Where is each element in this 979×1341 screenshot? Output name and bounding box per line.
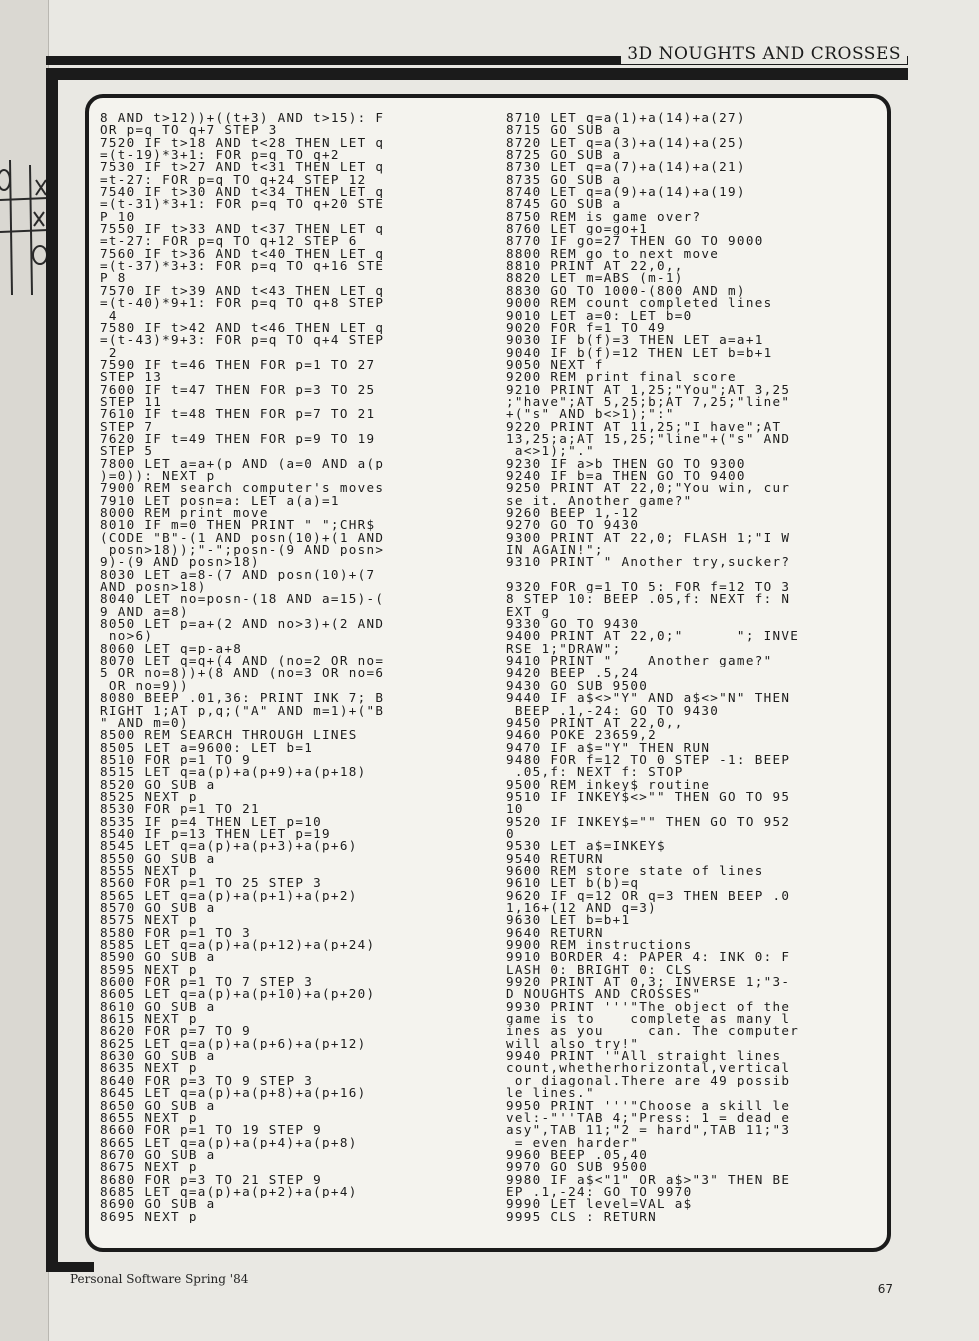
code-line: ines as you can. The computer — [506, 1025, 800, 1038]
code-line: 8050 LET p=a+(2 AND no>3)+(2 AND — [100, 618, 385, 631]
left-border-bar — [46, 80, 58, 1270]
code-line: 9920 PRINT AT 0,3; INVERSE 1;"3- — [506, 976, 791, 989]
code-line: 8040 LET no=posn-(18 AND a=15)-( — [100, 593, 385, 606]
code-line: )=0)): NEXT p — [100, 469, 216, 483]
code-line: 8575 NEXT p — [100, 914, 198, 927]
code-line: 9610 LET b(b)=q — [506, 877, 640, 890]
code-line: 8000 REM print move — [100, 507, 269, 520]
code-line: 8530 FOR p=1 TO 21 — [100, 803, 260, 816]
header-rule-thick — [46, 68, 908, 80]
code-line: 9900 REM instructions — [506, 939, 693, 952]
code-line: +("s" AND b<>1);":" — [506, 408, 675, 421]
code-line: 9230 IF a>b THEN GO TO 9300 — [506, 457, 746, 470]
code-line: =(t-37)*3+3: FOR p=q TO q+16 STE — [100, 260, 385, 273]
code-line: =(t-40)*9+1: FOR p=q TO q+8 STEP — [100, 297, 385, 310]
code-line: =t-27: FOR p=q TO q+24 STEP 12 — [100, 173, 367, 187]
code-line: 9440 IF a$<>"Y" AND a$<>"N" THEN — [506, 692, 791, 705]
code-line: 7610 IF t=48 THEN FOR p=7 TO 21 — [100, 408, 376, 421]
code-line: 8660 FOR p=1 TO 19 STEP 9 — [100, 1124, 323, 1137]
code-line: 9510 IF INKEY$<>"" THEN GO TO 95 — [506, 790, 791, 804]
code-line: 9540 RETURN — [506, 852, 604, 865]
code-line: 4 — [100, 309, 118, 322]
code-line: asy",TAB 11;"2 = hard",TAB 11;"3 — [506, 1124, 791, 1137]
code-line: 9300 PRINT AT 22,0; FLASH 1;"I W — [506, 531, 791, 545]
code-line: =(t-31)*3+1: FOR p=q TO q+20 STE — [100, 198, 385, 211]
code-line: 9460 POKE 23659,2 — [506, 729, 657, 742]
code-line: (CODE "B"-(1 AND posn(10)+(1 AND — [100, 531, 385, 545]
code-line: 9270 GO TO 9430 — [506, 519, 640, 532]
code-line: 8605 LET q=a(p)+a(p+10)+a(p+20) — [100, 988, 376, 1001]
code-line: 9010 LET a=0: LET b=0 — [506, 309, 693, 322]
code-line: 9970 GO SUB 9500 — [506, 1161, 649, 1174]
code-line: 8630 GO SUB a — [100, 1050, 216, 1063]
code-line: 9640 RETURN — [506, 926, 604, 940]
code-line: RIGHT 1;AT p,q;("A" AND m=1)+("B — [100, 704, 385, 717]
code-line: 8570 GO SUB a — [100, 902, 216, 915]
code-line: 8550 GO SUB a — [100, 852, 216, 865]
code-line: 8 AND t>12))+((t+3) AND t>15): F — [100, 112, 385, 125]
code-line: OR p=q TO q+7 STEP 3 — [100, 124, 278, 137]
code-line: 8680 FOR p=3 TO 21 STEP 9 — [100, 1173, 323, 1186]
code-line: 8585 LET q=a(p)+a(p+12)+a(p+24) — [100, 939, 376, 952]
code-line: 7520 IF t>18 AND t<28 THEN LET q — [100, 136, 385, 150]
code-line: 2 — [100, 346, 118, 359]
code-line: BEEP .1,-24: GO TO 9430 — [506, 704, 720, 717]
code-line: OR no=9)) — [100, 679, 189, 693]
code-line: 8620 FOR p=7 TO 9 — [100, 1025, 251, 1038]
code-line: 9330 GO TO 9430 — [506, 618, 640, 631]
code-line: 9430 GO SUB 9500 — [506, 679, 649, 693]
code-line: will also try!" — [506, 1037, 640, 1051]
code-line: IN AGAIN!"; — [506, 544, 604, 557]
code-line: 9940 PRINT '"All straight lines — [506, 1050, 782, 1063]
tic-tac-toe-sketch-icon — [0, 120, 48, 310]
code-line: le lines." — [506, 1087, 595, 1100]
code-line — [506, 569, 886, 581]
code-line: 8600 FOR p=1 TO 7 STEP 3 — [100, 976, 314, 989]
code-line: 8665 LET q=a(p)+a(p+4)+a(p+8) — [100, 1136, 358, 1149]
code-line: EP .1,-24: GO TO 9970 — [506, 1185, 693, 1199]
bottom-border-bar — [46, 1262, 94, 1272]
code-line: 8645 LET q=a(p)+a(p+8)+a(p+16) — [100, 1087, 367, 1100]
code-line: 9000 REM count completed lines — [506, 297, 773, 310]
code-line: 8750 REM is game over? — [506, 210, 702, 224]
code-line: 8510 FOR p=1 TO 9 — [100, 753, 251, 767]
code-line: 9400 PRINT AT 22,0;" "; INVE — [506, 630, 800, 643]
code-line: se it. Another game?" — [506, 494, 693, 507]
code-line: 9410 PRINT " Another game?" — [506, 655, 773, 668]
code-line: 9630 LET b=b+1 — [506, 914, 631, 927]
code-line: 9530 LET a$=INKEY$ — [506, 840, 666, 853]
page-number: 67 — [877, 1282, 893, 1296]
code-line: 8505 LET a=9600: LET b=1 — [100, 741, 314, 754]
code-line: 8535 IF p=4 THEN LET p=10 — [100, 815, 323, 828]
code-line: STEP 11 — [100, 395, 163, 409]
code-line: 8690 GO SUB a — [100, 1198, 216, 1211]
code-line: 8725 GO SUB a — [506, 149, 622, 162]
code-line: STEP 5 — [100, 445, 154, 458]
code-line: 8545 LET q=a(p)+a(p+3)+a(p+6) — [100, 840, 358, 853]
code-line: 7550 IF t>33 AND t<37 THEN LET q — [100, 223, 385, 236]
code-line: 8635 NEXT p — [100, 1062, 198, 1075]
code-line: STEP 7 — [100, 420, 154, 433]
code-line: EXT g — [506, 605, 551, 619]
code-line: 1,16+(12 AND q=3) — [506, 902, 657, 915]
code-line: 9420 BEEP .5,24 — [506, 667, 640, 680]
code-line: vel:-"''TAB 4;"Press: 1 = dead e — [506, 1111, 791, 1125]
code-line: 8670 GO SUB a — [100, 1148, 216, 1162]
code-line: " AND m=0) — [100, 716, 189, 730]
code-line: 8540 IF p=13 THEN LET p=19 — [100, 827, 331, 841]
code-line: 7800 LET a=a+(p AND (a=0 AND a(p — [100, 457, 385, 470]
listing-left-column — [100, 112, 492, 1223]
code-line: 7540 IF t>30 AND t<34 THEN LET q — [100, 186, 385, 199]
code-line: 9930 PRINT '''"The object of the — [506, 1000, 791, 1014]
code-line: 8560 FOR p=1 TO 25 STEP 3 — [100, 877, 323, 890]
code-line: =(t-19)*3+1: FOR p=q TO q+2 — [100, 149, 340, 162]
code-line: =t-27: FOR p=q TO q+12 STEP 6 — [100, 235, 358, 248]
code-line: count,whetherhorizontal,vertical — [506, 1062, 791, 1075]
code-line: 8800 REM go to next move — [506, 247, 720, 261]
code-line: STEP 13 — [100, 371, 163, 384]
code-line: 8555 NEXT p — [100, 864, 198, 878]
code-line: 9200 REM print final score — [506, 371, 737, 384]
code-line: 9250 PRINT AT 22,0;"You win, cur — [506, 482, 791, 495]
code-line: 8610 GO SUB a — [100, 1000, 216, 1014]
code-line: 8615 NEXT p — [100, 1013, 198, 1026]
code-line: no>6) — [100, 630, 154, 643]
code-line: 8675 NEXT p — [100, 1161, 198, 1174]
code-line: a<>1);"." — [506, 445, 595, 458]
code-line: 8515 LET q=a(p)+a(p+9)+a(p+18) — [100, 766, 367, 779]
code-line: 8060 LET q=p-a+8 — [100, 642, 243, 656]
code-line: 8650 GO SUB a — [100, 1099, 216, 1112]
code-line: = even harder" — [506, 1136, 640, 1149]
code-line: 5 OR no=8))+(8 AND (no=3 OR no=6 — [100, 667, 385, 680]
code-line: or diagonal.There are 49 possib — [506, 1074, 791, 1088]
listing-right-column — [506, 112, 886, 1223]
code-line: 8695 NEXT p — [100, 1210, 198, 1223]
code-line: P 10 — [100, 210, 136, 224]
running-title: 3D NOUGHTS AND CROSSES — [621, 44, 907, 64]
code-line: 9220 PRINT AT 11,25;"I have";AT — [506, 420, 782, 433]
code-line: 8625 LET q=a(p)+a(p+6)+a(p+12) — [100, 1037, 367, 1051]
code-line: 9480 FOR f=12 TO 0 STEP -1: BEEP — [506, 753, 791, 767]
code-line: 8 STEP 10: BEEP .05,f: NEXT f: N — [506, 593, 791, 606]
code-line: 8770 IF go=27 THEN GO TO 9000 — [506, 235, 764, 248]
publication-footer: Personal Software Spring '84 — [70, 1272, 249, 1286]
code-line: 7900 REM search computer's moves — [100, 482, 385, 495]
code-line: 9450 PRINT AT 22,0,, — [506, 716, 684, 730]
code-line: 7590 IF t=46 THEN FOR p=1 TO 27 — [100, 358, 376, 372]
code-line: 9470 IF a$="Y" THEN RUN — [506, 741, 711, 754]
code-line: 9620 IF q=12 OR q=3 THEN BEEP .0 — [506, 889, 791, 902]
code-line: 9310 PRINT " Another try,sucker? — [506, 556, 791, 569]
code-line: 9520 IF INKEY$="" THEN GO TO 952 — [506, 815, 791, 828]
code-line: 8710 LET q=a(1)+a(14)+a(27) — [506, 112, 746, 125]
code-line: D NOUGHTS AND CROSSES" — [506, 988, 702, 1001]
code-line: 9990 LET level=VAL a$ — [506, 1198, 693, 1211]
code-line: 7570 IF t>39 AND t<43 THEN LET q — [100, 284, 385, 298]
code-line: 9260 BEEP 1,-12 — [506, 507, 640, 520]
code-line: 8730 LET q=a(7)+a(14)+a(21) — [506, 161, 746, 174]
code-line: ;"have";AT 5,25;b;AT 7,25;"line" — [506, 395, 791, 409]
code-line: 7560 IF t>36 AND t<40 THEN LET q — [100, 247, 385, 261]
code-line: 10 — [506, 803, 524, 816]
code-line: 8760 LET go=go+1 — [506, 223, 649, 236]
code-line: 13,25;a;AT 15,25;"line"+("s" AND — [506, 432, 791, 446]
code-line: 7910 LET posn=a: LET a(a)=1 — [100, 494, 340, 507]
code-line: 9910 BORDER 4: PAPER 4: INK 0: F — [506, 951, 791, 964]
code-line: 8590 GO SUB a — [100, 951, 216, 964]
code-line: 9020 FOR f=1 TO 49 — [506, 321, 666, 335]
code-line: 8720 LET q=a(3)+a(14)+a(25) — [506, 136, 746, 150]
code-line: 9050 NEXT f — [506, 358, 604, 372]
code-line: 8820 LET m=ABS (m-1) — [506, 272, 684, 285]
code-line: 8715 GO SUB a — [506, 124, 622, 137]
code-line: LASH 0: BRIGHT 0: CLS — [506, 963, 693, 977]
code-line: 7530 IF t>27 AND t<31 THEN LET q — [100, 161, 385, 174]
code-line: 8640 FOR p=3 TO 9 STEP 3 — [100, 1074, 314, 1088]
code-line: 8520 GO SUB a — [100, 778, 216, 791]
code-line: 8655 NEXT p — [100, 1111, 198, 1125]
code-line: 8830 GO TO 1000-(800 AND m) — [506, 284, 746, 298]
code-line: 9 AND a=8) — [100, 605, 189, 619]
code-line: .05,f: NEXT f: STOP — [506, 766, 684, 779]
code-line: 8500 REM SEARCH THROUGH LINES — [100, 729, 358, 742]
code-line: 8745 GO SUB a — [506, 198, 622, 211]
code-line: 8740 LET q=a(9)+a(14)+a(19) — [506, 186, 746, 199]
code-line: 8070 LET q=q+(4 AND (no=2 OR no= — [100, 655, 385, 668]
code-line: 7600 IF t=47 THEN FOR p=3 TO 25 — [100, 383, 376, 396]
code-line: 8735 GO SUB a — [506, 173, 622, 187]
code-line: =(t-43)*9+3: FOR p=q TO q+4 STEP — [100, 334, 385, 347]
code-line: 7580 IF t>42 AND t<46 THEN LET q — [100, 321, 385, 335]
code-line: 9980 IF a$<"1" OR a$>"3" THEN BE — [506, 1173, 791, 1186]
code-line: P 8 — [100, 272, 127, 285]
code-line: 8030 LET a=8-(7 AND posn(10)+(7 — [100, 568, 376, 582]
code-line: 9950 PRINT '''"Choose a skill le — [506, 1099, 791, 1112]
code-line: 9600 REM store state of lines — [506, 864, 764, 878]
code-line: 8010 IF m=0 THEN PRINT " ";CHR$ — [100, 519, 376, 532]
code-line: 0 — [506, 827, 515, 841]
code-line: 8080 BEEP .01,36: PRINT INK 7; B — [100, 692, 385, 705]
code-line: 8580 FOR p=1 TO 3 — [100, 926, 251, 940]
code-line: 9030 IF b(f)=3 THEN LET a=a+1 — [506, 334, 764, 347]
code-line: AND posn>18) — [100, 581, 207, 594]
code-line: 9240 IF b=a THEN GO TO 9400 — [506, 469, 746, 483]
code-line: 9)-(9 AND posn>18) — [100, 556, 260, 569]
code-line: RSE 1;"DRAW"; — [506, 642, 622, 656]
code-line: 9960 BEEP .05,40 — [506, 1148, 649, 1162]
code-line: 8685 LET q=a(p)+a(p+2)+a(p+4) — [100, 1185, 358, 1199]
code-line: 8595 NEXT p — [100, 963, 198, 977]
code-line: 8565 LET q=a(p)+a(p+1)+a(p+2) — [100, 889, 358, 902]
code-line: 9040 IF b(f)=12 THEN LET b=b+1 — [506, 346, 773, 359]
code-line: 9995 CLS : RETURN — [506, 1210, 657, 1223]
code-line: 8810 PRINT AT 22,0,, — [506, 260, 684, 273]
code-line: game is to complete as many l — [506, 1013, 791, 1026]
code-line: 9320 FOR g=1 TO 5: FOR f=12 TO 3 — [506, 581, 791, 594]
code-line: 9500 REM inkey$ routine — [506, 778, 711, 791]
code-line: 8525 NEXT p — [100, 790, 198, 804]
code-line: posn>18));"-";posn-(9 AND posn> — [100, 544, 385, 557]
code-line: 9210 PRINT AT 1,25;"You";AT 3,25 — [506, 383, 791, 396]
code-line: 7620 IF t=49 THEN FOR p=9 TO 19 — [100, 432, 376, 446]
